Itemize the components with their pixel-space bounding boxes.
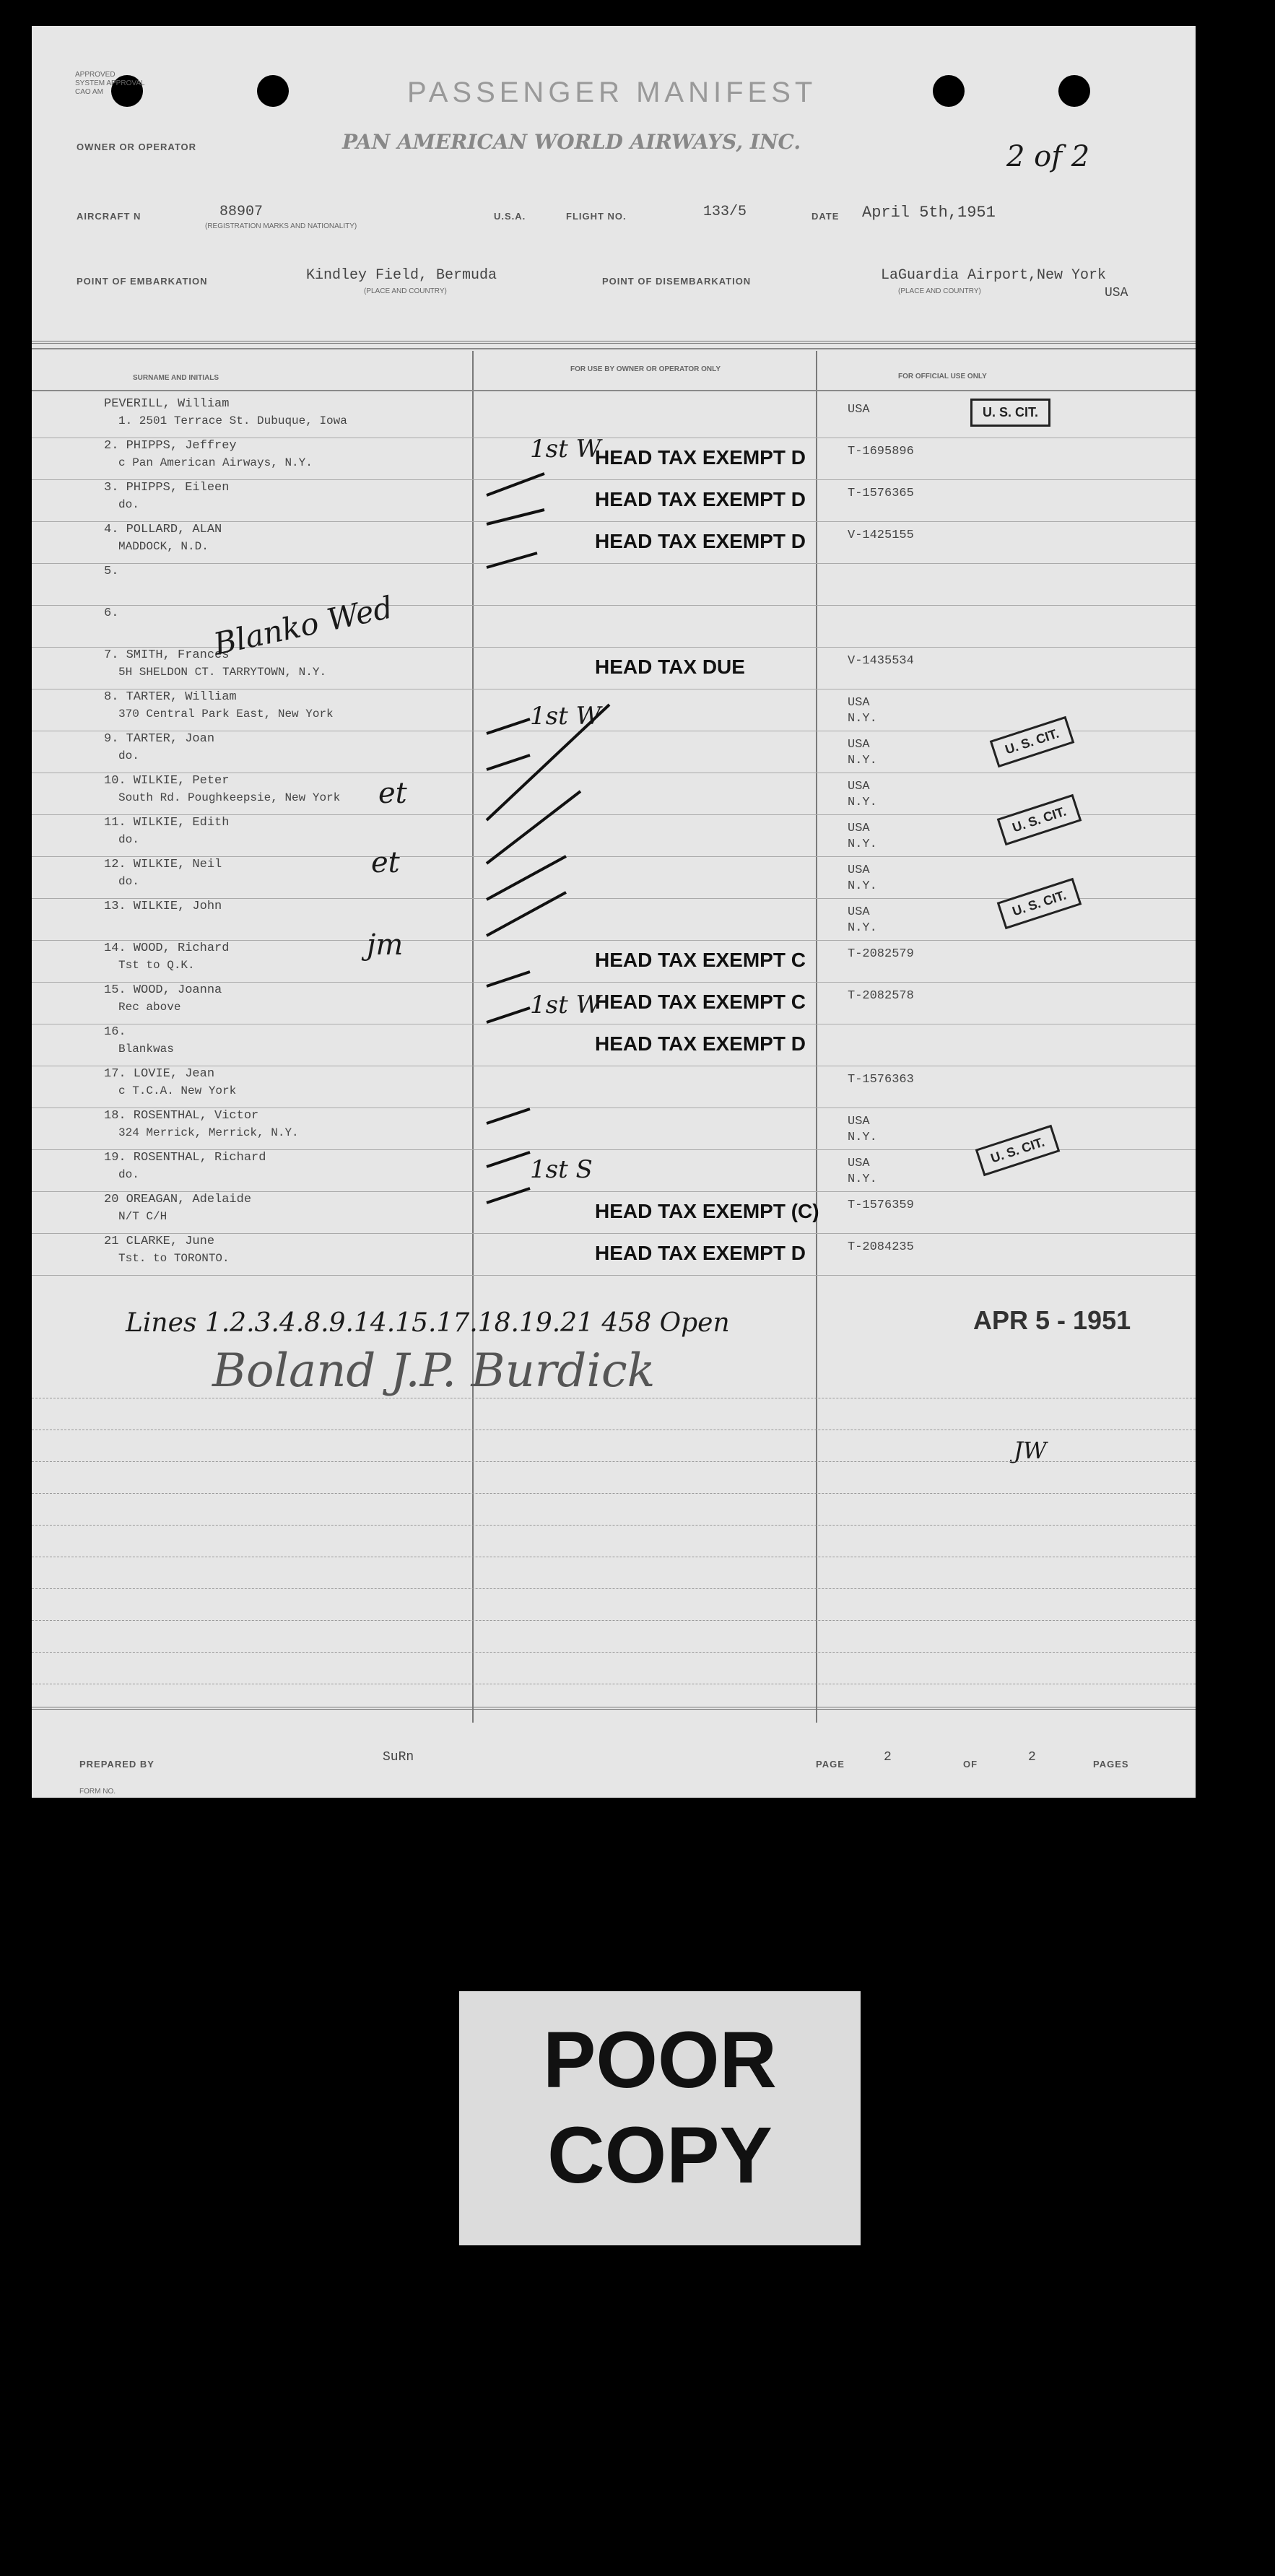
aircraft-sub: (REGISTRATION MARKS AND NATIONALITY) [205,222,357,230]
passenger-address: do. [118,1168,139,1181]
official-entry-state: N.Y. [848,754,877,767]
usa-label: U.S.A. [494,211,526,222]
official-entry: USA [848,863,870,877]
passenger-address: 5H SHELDON CT. TARRYTOWN, N.Y. [118,666,327,679]
blank-rule [32,1461,1196,1462]
check-marks [465,430,682,1224]
passenger-name: 12. WILKIE, Neil [104,858,222,871]
official-entry: USA [848,822,870,835]
officer-signature: Boland J.P. Burdick [212,1344,656,1398]
handwritten-mark: et [378,777,407,810]
passenger-address: South Rd. Poughkeepsie, New York [118,791,341,804]
table-rule [32,348,1196,349]
passenger-name: PEVERILL, William [104,397,230,411]
passenger-name: 4. POLLARD, ALAN [104,523,222,536]
passenger-address: do. [118,875,139,888]
passenger-name: 5. [104,565,119,578]
embark-label: POINT OF EMBARKATION [77,276,208,287]
official-entry: T-1576365 [848,487,914,500]
initials: JW [1014,1437,1047,1464]
handwritten-mark: Blanko Wed [210,589,396,662]
of-label: OF [963,1759,978,1770]
official-entry: T-1576359 [848,1198,914,1212]
official-entry: USA [848,1157,870,1170]
handwritten-mark: 1st W [530,435,601,464]
official-entry-state: N.Y. [848,879,877,893]
col-names-header: SURNAME AND INITIALS [133,374,219,382]
passenger-name: 13. WILKIE, John [104,900,222,913]
disembark-country: USA [1105,286,1128,300]
head-tax-stamp: HEAD TAX EXEMPT (C) [595,1200,819,1222]
of-value: 2 [1028,1750,1036,1765]
passenger-name: 18. ROSENTHAL, Victor [104,1109,259,1123]
passenger-name: 19. ROSENTHAL, Richard [104,1151,266,1165]
table-top-rule [32,341,1196,344]
prepared-label: PREPARED BY [79,1759,155,1770]
head-tax-stamp: HEAD TAX EXEMPT C [595,949,806,971]
passenger-name: 14. WOOD, Richard [104,941,230,955]
passenger-name: 7. SMITH, Frances [104,648,230,662]
official-entry-state: N.Y. [848,712,877,726]
official-entry: USA [848,696,870,710]
handwritten-mark: 1st W [530,702,601,731]
passenger-name: 20 OREAGAN, Adelaide [104,1193,252,1206]
embark-sub: (PLACE AND COUNTRY) [364,287,447,295]
col-owner-header: FOR USE BY OWNER OR OPERATOR ONLY [570,365,721,373]
official-entry: USA [848,1115,870,1128]
passenger-address: Blankwas [118,1043,174,1056]
official-entry: T-1576363 [848,1073,914,1087]
passenger-name: 15. WOOD, Joanna [104,983,222,997]
official-entry: T-1695896 [848,445,914,458]
passenger-name: 8. TARTER, William [104,690,237,704]
blank-rule [32,1588,1196,1589]
passenger-address: MADDOCK, N.D. [118,540,209,553]
poor-copy-line2: COPY [547,2111,773,2200]
official-entry: USA [848,780,870,793]
us-cit-stamp: U. S. CIT. [990,716,1075,767]
table-bottom-rule [32,1707,1196,1710]
official-entry-state: N.Y. [848,837,877,851]
blank-rule [32,1525,1196,1526]
manifest-sheet [32,26,1196,1798]
head-tax-stamp: HEAD TAX EXEMPT D [595,530,806,552]
disembark-label: POINT OF DISEMBARKATION [602,276,752,287]
official-entry: USA [848,905,870,919]
cao-label: CAO AM [75,88,103,96]
column-divider [816,351,817,1723]
passenger-name: 21 CLARKE, June [104,1235,215,1248]
blank-rule [32,1493,1196,1494]
date-label: DATE [811,211,840,222]
passenger-name: 11. WILKIE, Edith [104,816,230,830]
us-cit-stamp: U. S. CIT. [997,878,1082,929]
date-value: April 5th,1951 [862,204,996,222]
disembark-value: LaGuardia Airport,New York [881,267,1107,284]
punch-hole [933,75,965,107]
official-entry-state: N.Y. [848,1172,877,1186]
poor-copy-line1: POOR [543,2016,777,2105]
official-entry-state: N.Y. [848,921,877,935]
passenger-name: 16. [104,1025,126,1039]
passenger-name: 6. [104,606,119,620]
disembark-sub: (PLACE AND COUNTRY) [898,287,981,295]
poor-copy-notice [459,1991,861,2245]
date-stamp: APR 5 - 1951 [973,1305,1131,1335]
flight-label: FLIGHT NO. [566,211,627,222]
passenger-name: 9. TARTER, Joan [104,732,215,746]
passenger-address: 370 Central Park East, New York [118,708,334,721]
passenger-address: do. [118,498,139,511]
official-entry-state: N.Y. [848,1131,877,1144]
handwritten-mark: 1st S [530,1155,593,1184]
handwritten-mark: jm [367,928,404,962]
head-tax-stamp: HEAD TAX EXEMPT D [595,446,806,469]
head-tax-stamp: HEAD TAX EXEMPT D [595,1242,806,1264]
aircraft-label: AIRCRAFT N [77,211,142,222]
passenger-address: 324 Merrick, Merrick, N.Y. [118,1126,299,1139]
passenger-address: N/T C/H [118,1210,167,1223]
embark-value: Kindley Field, Bermuda [306,267,497,284]
head-tax-stamp: HEAD TAX DUE [595,656,745,678]
passenger-name: 3. PHIPPS, Eileen [104,481,230,495]
form-number: FORM NO. [79,1788,116,1796]
row-rule [32,1275,1196,1276]
page-value: 2 [884,1750,892,1765]
official-entry: T-2082578 [848,989,914,1003]
handwritten-mark: 1st W [530,991,601,1019]
passenger-name: 2. PHIPPS, Jeffrey [104,439,237,453]
lines-note: Lines 1.2.3.4.8.9.14.15.17.18.19.21 458 Open [126,1308,730,1338]
passenger-address: do. [118,833,139,846]
passenger-name: 10. WILKIE, Peter [104,774,230,788]
row-rule [32,1233,1196,1234]
us-cit-stamp: U. S. CIT. [975,1125,1061,1176]
pages-label: PAGES [1093,1759,1129,1770]
official-entry: USA [848,403,870,417]
head-tax-stamp: HEAD TAX EXEMPT D [595,488,806,510]
punch-hole [257,75,289,107]
passenger-address: c Pan American Airways, N.Y. [118,456,313,469]
aircraft-value: 88907 [219,204,264,220]
passenger-address: 1. 2501 Terrace St. Dubuque, Iowa [118,414,347,427]
passenger-name: 17. LOVIE, Jean [104,1067,215,1081]
table-rule [32,390,1196,391]
passenger-address: c T.C.A. New York [118,1084,237,1097]
us-cit-stamp: U. S. CIT. [997,794,1082,845]
us-cit-stamp: U. S. CIT. [970,399,1050,427]
head-tax-stamp: HEAD TAX EXEMPT C [595,991,806,1013]
blank-rule [32,1652,1196,1653]
owner-label: OWNER OR OPERATOR [77,142,197,152]
col-official-header: FOR OFFICIAL USE ONLY [898,373,987,380]
page-label: PAGE [816,1759,845,1770]
handwritten-mark: et [371,846,400,879]
blank-rule [32,1620,1196,1621]
manifest-title: PASSENGER MANIFEST [407,77,817,108]
official-entry: V-1425155 [848,528,914,542]
punch-hole [1058,75,1090,107]
official-entry: USA [848,738,870,752]
passenger-address: Tst. to TORONTO. [118,1252,230,1265]
flight-value: 133/5 [703,204,747,220]
passenger-address: Rec above [118,1001,181,1014]
passenger-address: Tst to Q.K. [118,959,195,972]
approved-label: APPROVED [75,71,116,79]
official-entry-state: N.Y. [848,796,877,809]
owner-value: PAN AMERICAN WORLD AIRWAYS, INC. [342,130,801,154]
official-entry: T-2084235 [848,1240,914,1254]
head-tax-stamp: HEAD TAX EXEMPT D [595,1032,806,1055]
official-entry: T-2082579 [848,947,914,961]
passenger-address: do. [118,749,139,762]
official-entry: V-1435534 [848,654,914,668]
prepared-value: SuRn [383,1750,414,1765]
system-approval-label: SYSTEM APPROVAL [75,79,145,87]
sheet-note: 2 of 2 [1006,140,1090,173]
